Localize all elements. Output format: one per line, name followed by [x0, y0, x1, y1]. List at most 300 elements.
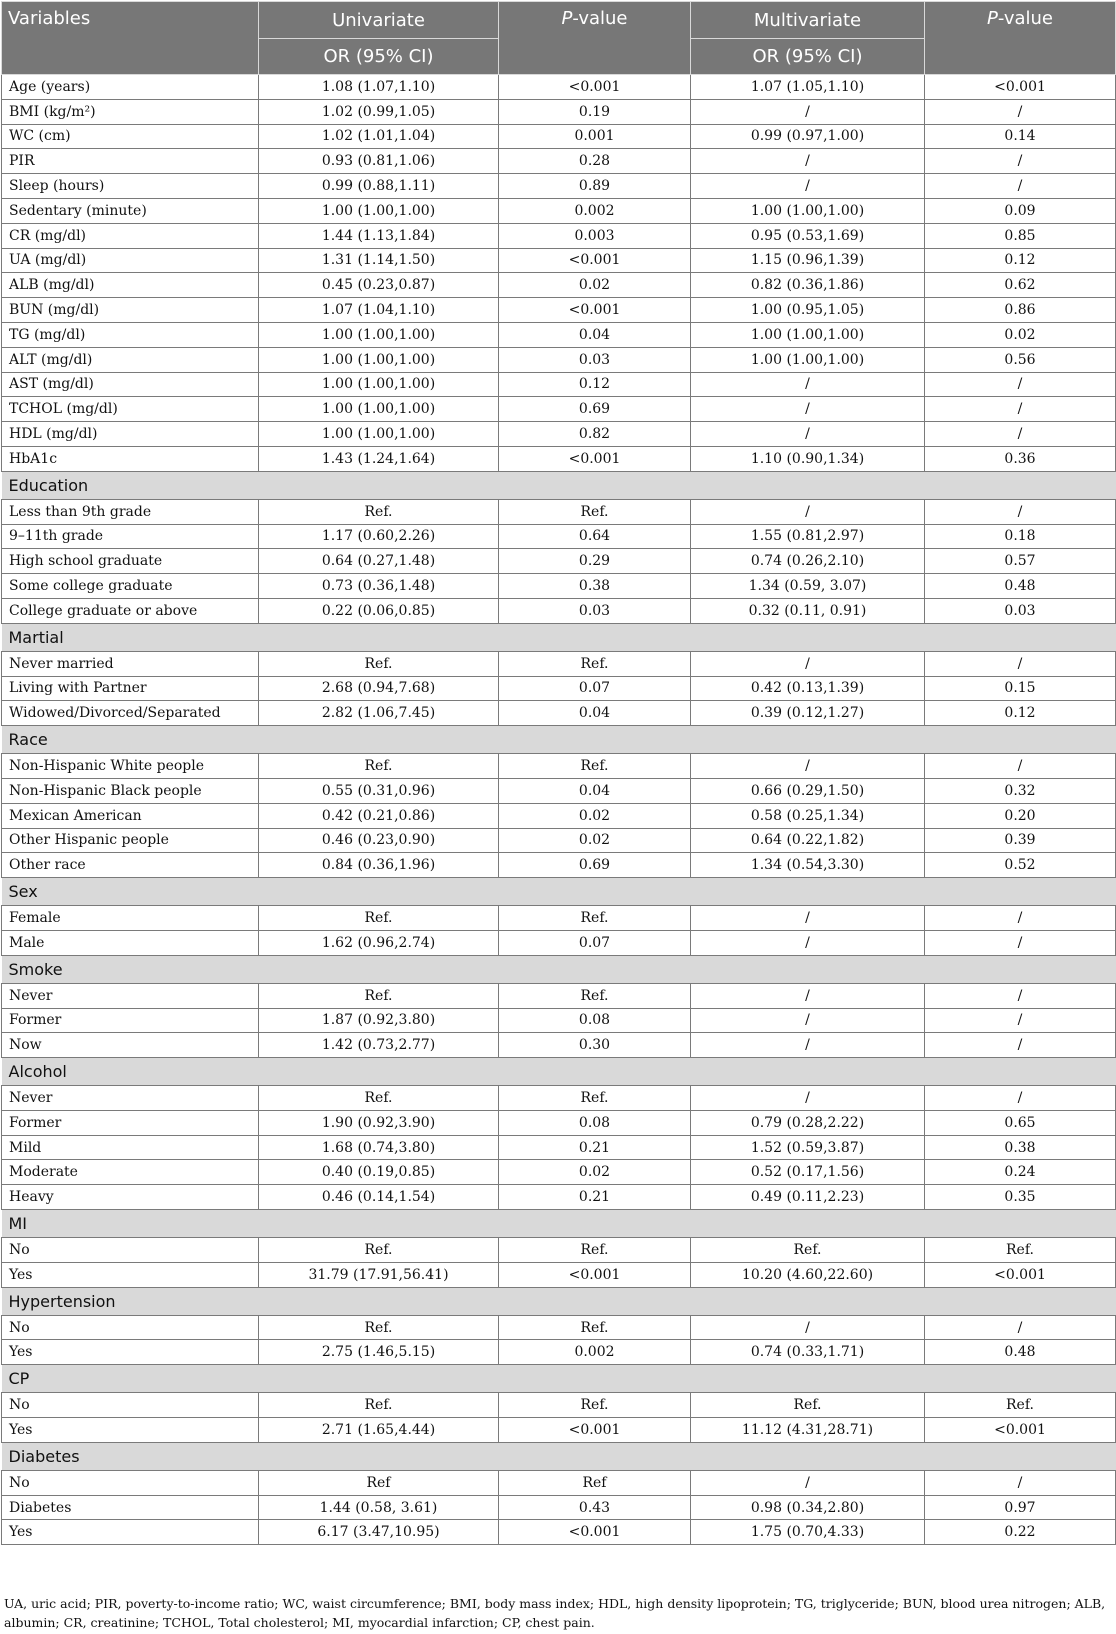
- cell-multivariate-p: /: [925, 1008, 1116, 1033]
- cell-multivariate-or: Ref.: [691, 1393, 925, 1418]
- cell-univariate-or: 0.93 (0.81,1.06): [259, 149, 499, 174]
- cell-multivariate-or: 0.82 (0.36,1.86): [691, 273, 925, 298]
- cell-multivariate-p: 0.18: [925, 524, 1116, 549]
- cell-variable: Age (years): [2, 75, 259, 100]
- cell-multivariate-or: /: [691, 499, 925, 524]
- cell-univariate-p: 0.19: [499, 99, 691, 124]
- cell-univariate-or: 1.42 (0.73,2.77): [259, 1033, 499, 1058]
- cell-multivariate-p: 0.15: [925, 676, 1116, 701]
- cell-multivariate-or: 1.00 (1.00,1.00): [691, 198, 925, 223]
- cell-multivariate-p: /: [925, 983, 1116, 1008]
- cell-univariate-or: 2.82 (1.06,7.45): [259, 701, 499, 726]
- cell-univariate-p: Ref.: [499, 651, 691, 676]
- cell-variable: Former: [2, 1110, 259, 1135]
- table-row: [2, 1033, 1116, 1058]
- cell-variable: Former: [2, 1008, 259, 1033]
- cell-multivariate-p: /: [925, 397, 1116, 422]
- cell-univariate-p: <0.001: [499, 446, 691, 471]
- cell-variable: Widowed/Divorced/Separated: [2, 701, 259, 726]
- section-title: Smoke: [2, 955, 1116, 983]
- cell-variable: Other Hispanic people: [2, 828, 259, 853]
- table-row: [2, 778, 1116, 803]
- cell-multivariate-p: 0.14: [925, 124, 1116, 149]
- cell-multivariate-or: /: [691, 99, 925, 124]
- cell-univariate-or: 0.45 (0.23,0.87): [259, 273, 499, 298]
- section-row: [2, 955, 1116, 983]
- cell-variable: No: [2, 1470, 259, 1495]
- cell-multivariate-p: 0.86: [925, 298, 1116, 323]
- cell-univariate-or: 1.90 (0.92,3.90): [259, 1110, 499, 1135]
- table-row: [2, 1520, 1116, 1545]
- table-row: [2, 574, 1116, 599]
- cell-multivariate-or: /: [691, 1315, 925, 1340]
- cell-univariate-or: 0.55 (0.31,0.96): [259, 778, 499, 803]
- cell-variable: Mild: [2, 1135, 259, 1160]
- cell-multivariate-or: 0.64 (0.22,1.82): [691, 828, 925, 853]
- cell-variable: Non-Hispanic White people: [2, 754, 259, 779]
- cell-univariate-p: Ref.: [499, 1086, 691, 1111]
- cell-multivariate-or: 1.10 (0.90,1.34): [691, 446, 925, 471]
- table-row: [2, 701, 1116, 726]
- cell-variable: Yes: [2, 1520, 259, 1545]
- cell-univariate-p: 0.002: [499, 1340, 691, 1365]
- cell-univariate-p: 0.03: [499, 598, 691, 623]
- table-row: [2, 1262, 1116, 1287]
- section-title: Diabetes: [2, 1442, 1116, 1470]
- cell-variable: Male: [2, 930, 259, 955]
- cell-multivariate-or: 0.52 (0.17,1.56): [691, 1160, 925, 1185]
- cell-multivariate-p: /: [925, 1086, 1116, 1111]
- cell-multivariate-or: 1.00 (1.00,1.00): [691, 347, 925, 372]
- cell-variable: Sleep (hours): [2, 174, 259, 199]
- table-row: [2, 1470, 1116, 1495]
- cell-univariate-p: Ref.: [499, 1315, 691, 1340]
- cell-multivariate-or: 0.49 (0.11,2.23): [691, 1185, 925, 1210]
- cell-multivariate-p: /: [925, 930, 1116, 955]
- table-row: [2, 1315, 1116, 1340]
- table-row: [2, 397, 1116, 422]
- cell-multivariate-p: 0.22: [925, 1520, 1116, 1545]
- cell-univariate-or: Ref.: [259, 983, 499, 1008]
- cell-univariate-or: 2.75 (1.46,5.15): [259, 1340, 499, 1365]
- section-row: [2, 623, 1116, 651]
- cell-multivariate-or: 11.12 (4.31,28.71): [691, 1418, 925, 1443]
- cell-univariate-or: 0.40 (0.19,0.85): [259, 1160, 499, 1185]
- cell-multivariate-p: /: [925, 372, 1116, 397]
- cell-univariate-p: <0.001: [499, 1262, 691, 1287]
- header-or-ci-univariate: OR (95% CI): [259, 39, 499, 75]
- cell-univariate-or: 31.79 (17.91,56.41): [259, 1262, 499, 1287]
- cell-univariate-or: 0.22 (0.06,0.85): [259, 598, 499, 623]
- cell-multivariate-or: /: [691, 174, 925, 199]
- section-title: CP: [2, 1365, 1116, 1393]
- cell-univariate-or: 2.71 (1.65,4.44): [259, 1418, 499, 1443]
- cell-multivariate-or: 1.55 (0.81,2.97): [691, 524, 925, 549]
- cell-variable: Living with Partner: [2, 676, 259, 701]
- cell-variable: PIR: [2, 149, 259, 174]
- table-footnote: UA, uric acid; PIR, poverty-to-income ratio; WC, waist circumference; BMI, body mass index; HDL, high density lipoprotein; TG, triglyceride; BUN, blood urea nitrogen; ALB, albumin; CR, creatinine; TCHOL, Total cholesterol; MI, myocardial infarction; CP, chest pain.: [4, 1596, 1106, 1630]
- cell-univariate-or: 1.00 (1.00,1.00): [259, 372, 499, 397]
- table-row: [2, 1340, 1116, 1365]
- table-row: [2, 524, 1116, 549]
- cell-univariate-or: Ref.: [259, 754, 499, 779]
- table-row: [2, 906, 1116, 931]
- section-row: [2, 878, 1116, 906]
- table-row: [2, 372, 1116, 397]
- cell-univariate-p: 0.04: [499, 701, 691, 726]
- table-row: [2, 754, 1116, 779]
- cell-univariate-or: 1.62 (0.96,2.74): [259, 930, 499, 955]
- cell-multivariate-or: 1.34 (0.54,3.30): [691, 853, 925, 878]
- cell-multivariate-p: 0.48: [925, 574, 1116, 599]
- cell-univariate-p: <0.001: [499, 248, 691, 273]
- table-row: [2, 1495, 1116, 1520]
- header-or-ci-multivariate: OR (95% CI): [691, 39, 925, 75]
- cell-univariate-p: Ref.: [499, 1238, 691, 1263]
- cell-multivariate-p: /: [925, 174, 1116, 199]
- cell-multivariate-or: 1.52 (0.59,3.87): [691, 1135, 925, 1160]
- cell-multivariate-p: 0.09: [925, 198, 1116, 223]
- table-body: [2, 75, 1116, 1545]
- cell-multivariate-p: <0.001: [925, 1418, 1116, 1443]
- cell-multivariate-p: 0.32: [925, 778, 1116, 803]
- cell-univariate-p: 0.69: [499, 397, 691, 422]
- section-row: [2, 726, 1116, 754]
- cell-univariate-or: 6.17 (3.47,10.95): [259, 1520, 499, 1545]
- cell-multivariate-p: <0.001: [925, 1262, 1116, 1287]
- cell-univariate-p: Ref: [499, 1470, 691, 1495]
- cell-multivariate-or: 0.58 (0.25,1.34): [691, 803, 925, 828]
- cell-variable: No: [2, 1393, 259, 1418]
- cell-multivariate-or: Ref.: [691, 1238, 925, 1263]
- cell-univariate-p: Ref.: [499, 983, 691, 1008]
- cell-multivariate-p: 0.57: [925, 549, 1116, 574]
- cell-multivariate-or: /: [691, 651, 925, 676]
- section-title: MI: [2, 1210, 1116, 1238]
- cell-univariate-p: 0.64: [499, 524, 691, 549]
- cell-variable: ALT (mg/dl): [2, 347, 259, 372]
- section-row: [2, 1287, 1116, 1315]
- cell-multivariate-p: /: [925, 499, 1116, 524]
- cell-multivariate-p: 0.02: [925, 322, 1116, 347]
- cell-multivariate-p: <0.001: [925, 75, 1116, 100]
- cell-univariate-or: 0.84 (0.36,1.96): [259, 853, 499, 878]
- cell-univariate-or: 1.02 (0.99,1.05): [259, 99, 499, 124]
- cell-multivariate-p: 0.03: [925, 598, 1116, 623]
- cell-univariate-p: Ref.: [499, 754, 691, 779]
- cell-variable: Now: [2, 1033, 259, 1058]
- cell-univariate-p: Ref.: [499, 906, 691, 931]
- cell-univariate-p: 0.30: [499, 1033, 691, 1058]
- cell-multivariate-p: 0.36: [925, 446, 1116, 471]
- cell-univariate-p: 0.21: [499, 1185, 691, 1210]
- cell-multivariate-or: 1.15 (0.96,1.39): [691, 248, 925, 273]
- cell-multivariate-or: 0.42 (0.13,1.39): [691, 676, 925, 701]
- cell-variable: Never: [2, 983, 259, 1008]
- cell-univariate-or: 1.08 (1.07,1.10): [259, 75, 499, 100]
- cell-univariate-or: 1.00 (1.00,1.00): [259, 347, 499, 372]
- cell-univariate-or: Ref.: [259, 1238, 499, 1263]
- table-row: [2, 983, 1116, 1008]
- cell-variable: Some college graduate: [2, 574, 259, 599]
- p-italic: P: [986, 8, 998, 29]
- cell-univariate-p: 0.001: [499, 124, 691, 149]
- cell-univariate-p: <0.001: [499, 75, 691, 100]
- table-row: [2, 1238, 1116, 1263]
- p-value-label: -value: [572, 8, 628, 29]
- cell-multivariate-or: /: [691, 1470, 925, 1495]
- table-row: [2, 248, 1116, 273]
- table-row: [2, 99, 1116, 124]
- cell-univariate-p: 0.03: [499, 347, 691, 372]
- header-p-value-multivariate: [925, 2, 1116, 75]
- cell-univariate-p: 0.29: [499, 549, 691, 574]
- cell-multivariate-or: /: [691, 1033, 925, 1058]
- cell-multivariate-or: 1.00 (1.00,1.00): [691, 322, 925, 347]
- cell-multivariate-p: /: [925, 1470, 1116, 1495]
- cell-variable: TCHOL (mg/dl): [2, 397, 259, 422]
- table-row: [2, 1185, 1116, 1210]
- section-title: Alcohol: [2, 1058, 1116, 1086]
- cell-univariate-or: 0.73 (0.36,1.48): [259, 574, 499, 599]
- cell-univariate-or: 2.68 (0.94,7.68): [259, 676, 499, 701]
- cell-variable: Never married: [2, 651, 259, 676]
- cell-multivariate-p: 0.12: [925, 248, 1116, 273]
- cell-multivariate-p: 0.56: [925, 347, 1116, 372]
- cell-univariate-p: 0.82: [499, 422, 691, 447]
- cell-univariate-or: 0.42 (0.21,0.86): [259, 803, 499, 828]
- cell-multivariate-or: /: [691, 372, 925, 397]
- cell-multivariate-or: 1.34 (0.59, 3.07): [691, 574, 925, 599]
- cell-univariate-p: 0.07: [499, 930, 691, 955]
- cell-univariate-or: 1.68 (0.74,3.80): [259, 1135, 499, 1160]
- cell-univariate-or: Ref.: [259, 651, 499, 676]
- header-univariate: Univariate: [259, 2, 499, 39]
- cell-univariate-p: 0.04: [499, 778, 691, 803]
- header-p-value-univariate: [499, 2, 691, 75]
- cell-univariate-p: 0.43: [499, 1495, 691, 1520]
- cell-variable: Yes: [2, 1262, 259, 1287]
- cell-multivariate-or: 0.74 (0.26,2.10): [691, 549, 925, 574]
- table-row: [2, 174, 1116, 199]
- cell-variable: HDL (mg/dl): [2, 422, 259, 447]
- cell-univariate-or: 1.00 (1.00,1.00): [259, 397, 499, 422]
- cell-multivariate-p: 0.39: [925, 828, 1116, 853]
- table-row: [2, 853, 1116, 878]
- cell-variable: Heavy: [2, 1185, 259, 1210]
- table-row: [2, 1418, 1116, 1443]
- cell-multivariate-or: /: [691, 397, 925, 422]
- cell-variable: Other race: [2, 853, 259, 878]
- cell-variable: CR (mg/dl): [2, 223, 259, 248]
- table-row: [2, 1086, 1116, 1111]
- cell-multivariate-or: 1.00 (0.95,1.05): [691, 298, 925, 323]
- cell-multivariate-or: /: [691, 930, 925, 955]
- cell-variable: No: [2, 1238, 259, 1263]
- table-row: [2, 446, 1116, 471]
- cell-multivariate-p: /: [925, 651, 1116, 676]
- table-row: [2, 598, 1116, 623]
- cell-univariate-p: 0.02: [499, 1160, 691, 1185]
- cell-multivariate-or: 0.39 (0.12,1.27): [691, 701, 925, 726]
- cell-univariate-or: 1.02 (1.01,1.04): [259, 124, 499, 149]
- cell-multivariate-or: /: [691, 1086, 925, 1111]
- cell-multivariate-p: 0.97: [925, 1495, 1116, 1520]
- cell-multivariate-or: 0.66 (0.29,1.50): [691, 778, 925, 803]
- table-row: [2, 124, 1116, 149]
- cell-multivariate-p: 0.35: [925, 1185, 1116, 1210]
- cell-univariate-p: 0.07: [499, 676, 691, 701]
- cell-univariate-or: 1.00 (1.00,1.00): [259, 422, 499, 447]
- cell-univariate-p: <0.001: [499, 1520, 691, 1545]
- cell-multivariate-or: /: [691, 983, 925, 1008]
- cell-variable: Non-Hispanic Black people: [2, 778, 259, 803]
- cell-multivariate-or: /: [691, 422, 925, 447]
- table-row: [2, 298, 1116, 323]
- cell-multivariate-or: 0.98 (0.34,2.80): [691, 1495, 925, 1520]
- table-row: [2, 676, 1116, 701]
- cell-variable: BUN (mg/dl): [2, 298, 259, 323]
- cell-multivariate-or: /: [691, 906, 925, 931]
- header-variables: Variables: [2, 2, 259, 75]
- cell-univariate-p: 0.69: [499, 853, 691, 878]
- cell-multivariate-p: Ref.: [925, 1238, 1116, 1263]
- table-row: [2, 930, 1116, 955]
- cell-variable: HbA1c: [2, 446, 259, 471]
- cell-variable: Yes: [2, 1340, 259, 1365]
- table-row: [2, 1393, 1116, 1418]
- cell-variable: Moderate: [2, 1160, 259, 1185]
- cell-univariate-or: Ref.: [259, 906, 499, 931]
- cell-variable: No: [2, 1315, 259, 1340]
- cell-variable: TG (mg/dl): [2, 322, 259, 347]
- table-row: [2, 347, 1116, 372]
- cell-variable: High school graduate: [2, 549, 259, 574]
- cell-multivariate-p: 0.65: [925, 1110, 1116, 1135]
- cell-univariate-or: Ref.: [259, 1315, 499, 1340]
- cell-multivariate-p: /: [925, 754, 1116, 779]
- cell-variable: 9–11th grade: [2, 524, 259, 549]
- cell-univariate-or: 0.64 (0.27,1.48): [259, 549, 499, 574]
- section-title: Education: [2, 471, 1116, 499]
- cell-variable: Yes: [2, 1418, 259, 1443]
- cell-univariate-or: Ref.: [259, 499, 499, 524]
- table-row: [2, 651, 1116, 676]
- cell-univariate-p: 0.21: [499, 1135, 691, 1160]
- section-row: [2, 1210, 1116, 1238]
- regression-table: [1, 1, 1116, 1545]
- cell-univariate-or: 1.44 (1.13,1.84): [259, 223, 499, 248]
- section-row: [2, 1365, 1116, 1393]
- section-row: [2, 1058, 1116, 1086]
- cell-univariate-p: 0.02: [499, 828, 691, 853]
- cell-multivariate-or: 0.32 (0.11, 0.91): [691, 598, 925, 623]
- cell-univariate-p: Ref.: [499, 499, 691, 524]
- cell-multivariate-or: /: [691, 1008, 925, 1033]
- cell-multivariate-p: /: [925, 1033, 1116, 1058]
- cell-univariate-or: 1.87 (0.92,3.80): [259, 1008, 499, 1033]
- section-row: [2, 471, 1116, 499]
- cell-multivariate-p: /: [925, 149, 1116, 174]
- cell-variable: Less than 9th grade: [2, 499, 259, 524]
- cell-univariate-p: 0.04: [499, 322, 691, 347]
- table-row: [2, 75, 1116, 100]
- cell-univariate-p: 0.38: [499, 574, 691, 599]
- cell-multivariate-p: 0.12: [925, 701, 1116, 726]
- table-row: [2, 149, 1116, 174]
- section-title: Race: [2, 726, 1116, 754]
- table-row: [2, 1135, 1116, 1160]
- cell-univariate-p: 0.02: [499, 273, 691, 298]
- table-row: [2, 322, 1116, 347]
- cell-univariate-p: 0.02: [499, 803, 691, 828]
- cell-univariate-or: Ref.: [259, 1086, 499, 1111]
- cell-univariate-p: 0.08: [499, 1008, 691, 1033]
- table-row: [2, 1008, 1116, 1033]
- cell-univariate-p: <0.001: [499, 1418, 691, 1443]
- table-wrapper: [1, 1, 1115, 1545]
- cell-univariate-or: 1.00 (1.00,1.00): [259, 198, 499, 223]
- cell-multivariate-or: /: [691, 149, 925, 174]
- cell-multivariate-p: 0.24: [925, 1160, 1116, 1185]
- section-row: [2, 1442, 1116, 1470]
- cell-univariate-or: 1.17 (0.60,2.26): [259, 524, 499, 549]
- cell-multivariate-or: 0.95 (0.53,1.69): [691, 223, 925, 248]
- p-value-label: -value: [997, 8, 1054, 29]
- section-title: Hypertension: [2, 1287, 1116, 1315]
- cell-univariate-p: 0.08: [499, 1110, 691, 1135]
- cell-multivariate-or: 1.75 (0.70,4.33): [691, 1520, 925, 1545]
- cell-univariate-or: Ref.: [259, 1393, 499, 1418]
- cell-univariate-or: 1.31 (1.14,1.50): [259, 248, 499, 273]
- cell-univariate-p: 0.003: [499, 223, 691, 248]
- cell-multivariate-p: 0.38: [925, 1135, 1116, 1160]
- cell-variable: WC (cm): [2, 124, 259, 149]
- cell-multivariate-p: /: [925, 906, 1116, 931]
- cell-multivariate-p: Ref.: [925, 1393, 1116, 1418]
- table-row: [2, 1110, 1116, 1135]
- table-row: [2, 828, 1116, 853]
- cell-multivariate-p: 0.20: [925, 803, 1116, 828]
- section-title: Martial: [2, 623, 1116, 651]
- cell-variable: Sedentary (minute): [2, 198, 259, 223]
- cell-multivariate-p: 0.48: [925, 1340, 1116, 1365]
- cell-variable: BMI (kg/m²): [2, 99, 259, 124]
- cell-variable: ALB (mg/dl): [2, 273, 259, 298]
- table-row: [2, 422, 1116, 447]
- table-header: [2, 2, 1116, 75]
- header-multivariate: Multivariate: [691, 2, 925, 39]
- cell-univariate-or: 0.99 (0.88,1.11): [259, 174, 499, 199]
- cell-multivariate-or: 1.07 (1.05,1.10): [691, 75, 925, 100]
- table-row: [2, 273, 1116, 298]
- table-row: [2, 1160, 1116, 1185]
- cell-univariate-p: 0.002: [499, 198, 691, 223]
- cell-multivariate-or: 0.74 (0.33,1.71): [691, 1340, 925, 1365]
- cell-variable: Diabetes: [2, 1495, 259, 1520]
- cell-variable: Never: [2, 1086, 259, 1111]
- cell-multivariate-p: /: [925, 1315, 1116, 1340]
- section-title: Sex: [2, 878, 1116, 906]
- cell-univariate-p: <0.001: [499, 298, 691, 323]
- cell-univariate-p: Ref.: [499, 1393, 691, 1418]
- cell-univariate-or: 1.00 (1.00,1.00): [259, 322, 499, 347]
- cell-univariate-p: 0.12: [499, 372, 691, 397]
- cell-variable: College graduate or above: [2, 598, 259, 623]
- cell-univariate-or: 0.46 (0.14,1.54): [259, 1185, 499, 1210]
- table-row: [2, 198, 1116, 223]
- cell-univariate-p: 0.28: [499, 149, 691, 174]
